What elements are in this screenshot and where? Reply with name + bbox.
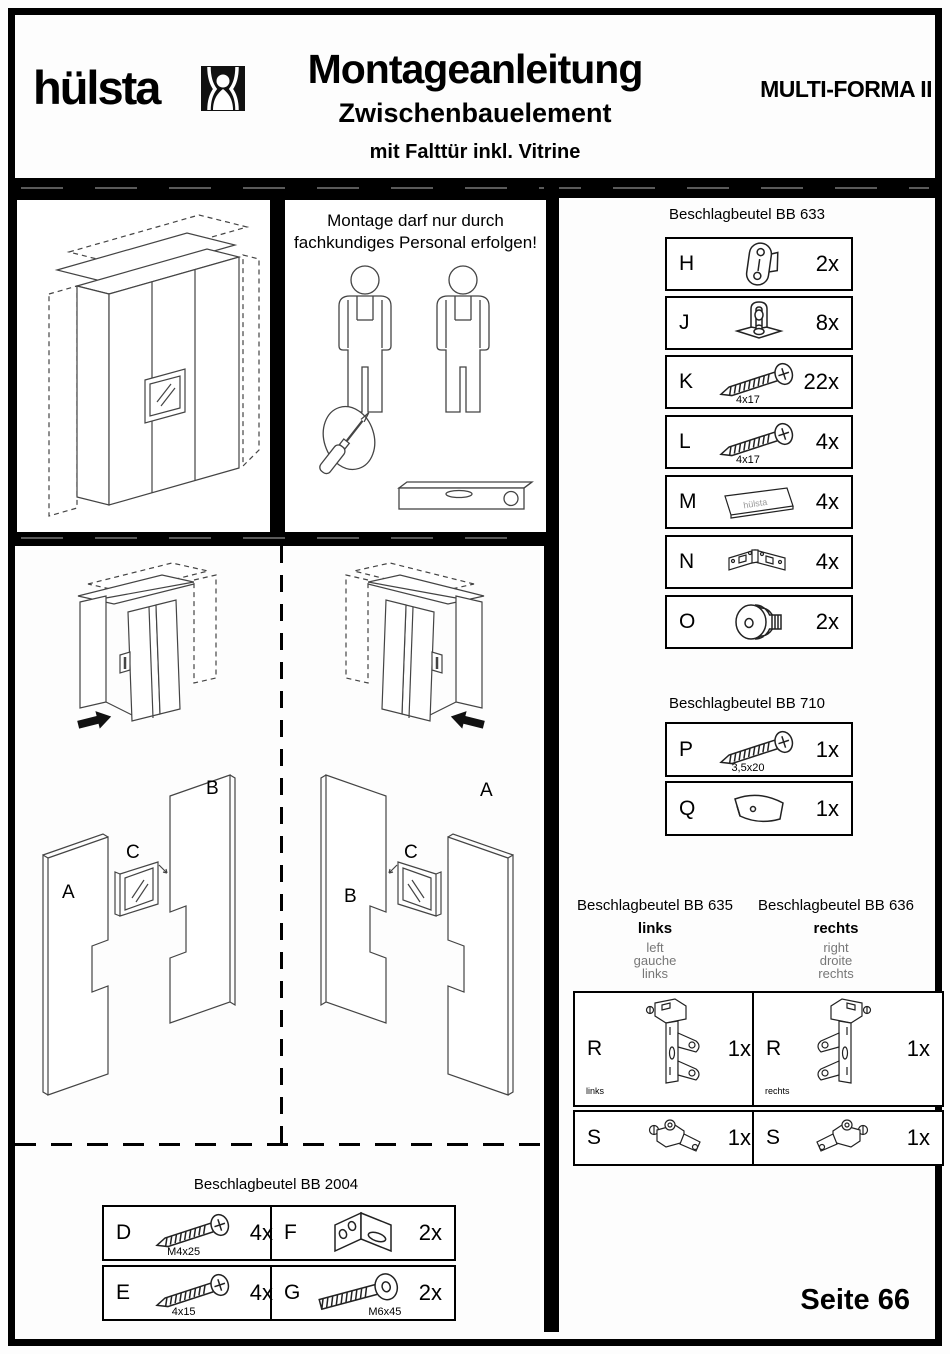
item-qty: 2x (418, 1280, 442, 1305)
bag-title-bb710: Beschlagbeutel BB 710 (669, 695, 825, 712)
translation-droite: droite (819, 953, 853, 968)
panel-label-a-right: A (480, 780, 493, 801)
side-label-links: links (637, 920, 673, 937)
item-qty: 4x (249, 1220, 273, 1245)
bag-title-bb2004: Beschlagbeutel BB 2004 (193, 1176, 359, 1193)
product-name: MULTI-FORMA II (760, 76, 932, 102)
page-subtitle: Zwischenbauelement (338, 98, 612, 128)
item-letter: K (679, 370, 694, 393)
keyhole-plate-icon (729, 240, 789, 288)
cover-cap-icon (729, 789, 789, 829)
translation-left: left (646, 940, 664, 955)
item-qty: 4x (815, 429, 839, 454)
center-dashed-line (280, 546, 283, 1143)
translation-right: right (823, 940, 849, 955)
item-letter: R (587, 1037, 603, 1060)
hw-item-S-rechts (752, 1110, 944, 1166)
hw-item-E (102, 1265, 287, 1321)
folding-door-left-drawing (30, 556, 260, 756)
page-number: Seite 66 (800, 1284, 910, 1316)
item-size: 4x17 (736, 394, 760, 406)
side-label-rechts: rechts (813, 920, 859, 937)
item-qty: 4x (815, 489, 839, 514)
door-hinge-icon (811, 996, 885, 1102)
pivot-bracket-icon (812, 1116, 884, 1160)
page-title: Montageanleitung (307, 46, 643, 92)
page-variant: mit Falttür inkl. Vitrine (369, 141, 581, 163)
hw-item-R-links (573, 991, 765, 1107)
connector-bolt-icon (729, 600, 789, 644)
pivot-bracket-icon (633, 1116, 705, 1160)
item-letter: J (679, 311, 690, 334)
door-panels-left-drawing (20, 762, 270, 1142)
item-qty: 4x (249, 1280, 273, 1305)
hw-item-O (665, 595, 853, 649)
hw-item-Q (665, 781, 853, 836)
item-qty: 1x (906, 1125, 930, 1150)
hw-item-R-rechts (752, 991, 944, 1107)
item-letter: S (587, 1126, 602, 1149)
item-size: 4x17 (736, 454, 760, 466)
notice-line-2: fachkundiges Personal erfolgen! (294, 233, 537, 252)
item-size: 4x15 (171, 1306, 196, 1318)
panel-label-c-left: C (126, 842, 140, 863)
item-qty: 1x (906, 1036, 930, 1061)
hw-item-H (665, 237, 853, 291)
item-letter: L (679, 430, 691, 453)
item-qty: 22x (803, 369, 839, 394)
item-note: links (586, 1086, 605, 1096)
item-letter: G (284, 1281, 301, 1304)
folding-door-right-drawing (302, 556, 532, 756)
notice-text (285, 210, 546, 254)
notice-line-1: Montage darf nur durch (327, 211, 504, 230)
door-panels-right-drawing (286, 762, 536, 1142)
item-letter: N (679, 550, 695, 573)
door-hinge-icon (632, 996, 706, 1102)
hw-item-M (665, 475, 853, 529)
item-letter: M (679, 490, 697, 513)
bag-title-bb636: Beschlagbeutel BB 636 (758, 897, 914, 914)
nameplate-icon (720, 482, 798, 522)
hw-item-K (665, 355, 853, 409)
panel-label-a-left: A (62, 882, 75, 903)
item-qty: 2x (815, 251, 839, 276)
hw-item-P (665, 722, 853, 777)
panel-label-c-right: C (404, 842, 418, 863)
item-letter: D (116, 1221, 132, 1244)
hw-item-D (102, 1205, 287, 1261)
item-qty: 4x (815, 549, 839, 574)
item-letter: E (116, 1281, 131, 1304)
hw-item-G (270, 1265, 456, 1321)
hw-item-J (665, 296, 853, 350)
corner-bracket-icon (323, 1210, 403, 1256)
item-note: rechts (765, 1086, 790, 1096)
header-divider-band (15, 178, 935, 198)
item-letter: R (766, 1037, 782, 1060)
bag-title-bb633: Beschlagbeutel BB 633 (669, 206, 825, 223)
item-letter: Q (679, 796, 696, 820)
item-letter: P (679, 737, 694, 761)
notice-box (283, 198, 548, 534)
item-size: M4x25 (167, 1246, 201, 1258)
item-qty: 1x (727, 1125, 751, 1150)
hw-item-F (270, 1205, 456, 1261)
item-letter: F (284, 1221, 297, 1244)
item-letter: H (679, 252, 695, 275)
translation-rechts: rechts (818, 966, 854, 981)
item-letter: O (679, 610, 696, 633)
item-qty: 2x (418, 1220, 442, 1245)
item-qty: 2x (815, 609, 839, 634)
bottom-dashed-line (15, 1143, 544, 1146)
translation-links: links (641, 966, 669, 981)
two-persons-tools-illustration (287, 256, 539, 524)
wardrobe-overview-box (15, 198, 272, 534)
panel-label-b-right: B (344, 886, 357, 907)
hw-item-S-links (573, 1110, 765, 1166)
item-size: M6x45 (368, 1306, 402, 1318)
clip-bracket-icon (729, 299, 789, 347)
item-qty: 1x (727, 1036, 751, 1061)
item-qty: 1x (815, 795, 839, 821)
item-size: 3,5x20 (731, 762, 765, 774)
nameplate-brand-text: hülsta (742, 496, 768, 511)
wardrobe-drawing (17, 200, 266, 528)
bag-title-bb635: Beschlagbeutel BB 635 (577, 897, 733, 914)
brand-logo-text: hülsta (33, 61, 160, 114)
hw-item-N (665, 535, 853, 589)
translation-gauche: gauche (633, 953, 677, 968)
hw-item-L (665, 415, 853, 469)
panel-label-b-left: B (206, 778, 219, 799)
hinge-icon (724, 542, 794, 582)
item-qty: 8x (815, 310, 839, 335)
item-qty: 1x (815, 736, 839, 762)
item-letter: S (766, 1126, 781, 1149)
